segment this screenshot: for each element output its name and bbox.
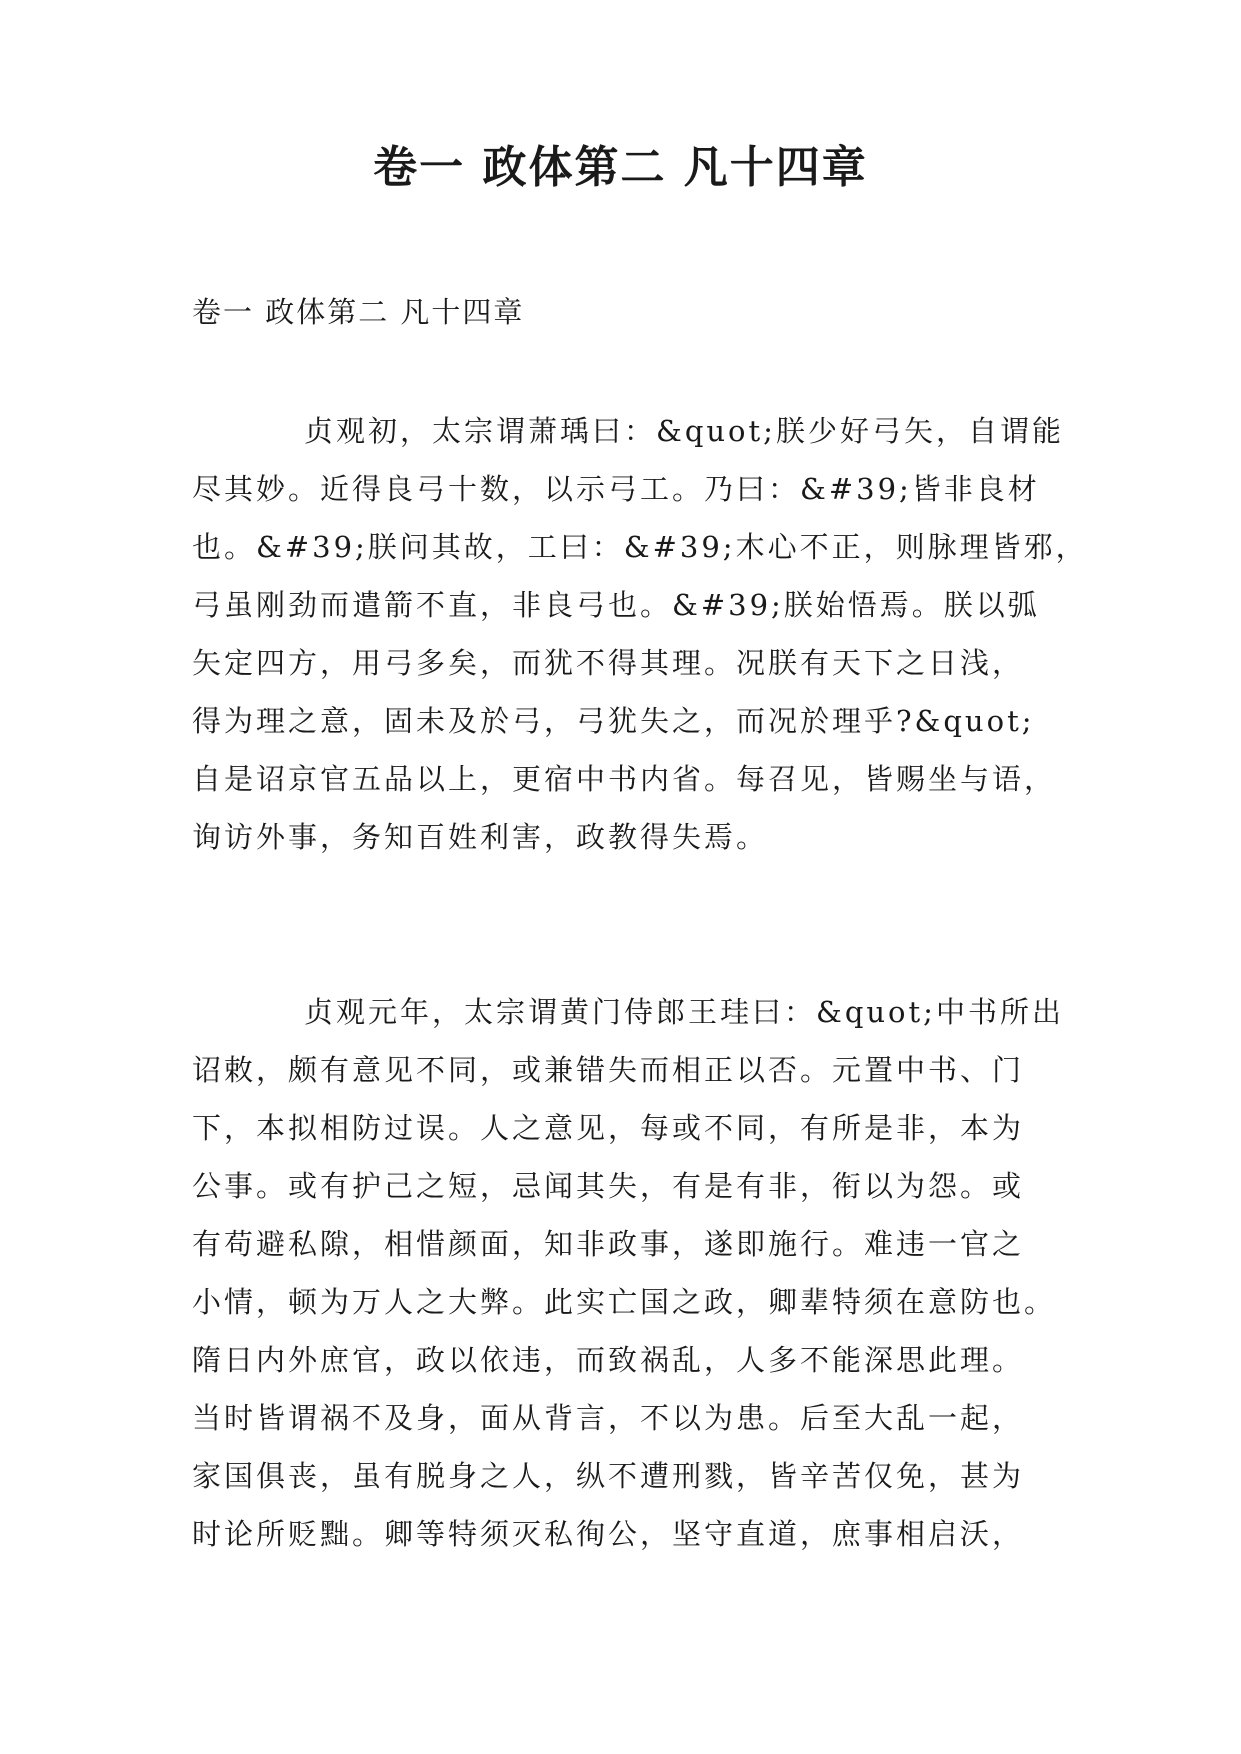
text-line: 自是诏京官五品以上，更宿中书内省。每召见，皆赐坐与语， bbox=[192, 762, 1057, 796]
text-line: 时论所贬黜。卿等特须灭私徇公，坚守直道，庶事相启沃， bbox=[192, 1517, 1025, 1551]
text-line: 公事。或有护己之短，忌闻其失，有是有非，衔以为怨。或 bbox=[192, 1169, 1025, 1203]
text-line: 询访外事，务知百姓利害，政教得失焉。 bbox=[192, 820, 769, 854]
text-line: 当时皆谓祸不及身，面从背言，不以为患。后至大乱一起， bbox=[192, 1401, 1025, 1435]
text-line: 诏敕，颇有意见不同，或兼错失而相正以否。元置中书、门 bbox=[192, 1053, 1025, 1087]
text-line: 隋日内外庶官，政以依违，而致祸乱，人多不能深思此理。 bbox=[192, 1343, 1025, 1377]
text-line: 弓虽刚劲而遣箭不直，非良弓也。&#39;朕始悟焉。朕以弧 bbox=[192, 588, 1040, 622]
paragraph-2 bbox=[192, 983, 1067, 1563]
text-line: 有苟避私隙，相惜颜面，知非政事，遂即施行。难违一官之 bbox=[192, 1227, 1025, 1261]
text-line: 得为理之意，固未及於弓，弓犹失之，而况於理乎?&quot; bbox=[192, 704, 1035, 738]
paragraph-1 bbox=[192, 402, 1088, 866]
text-line: 矢定四方，用弓多矣，而犹不得其理。况朕有天下之日浅， bbox=[192, 646, 1025, 680]
page-title: 卷一 政体第二 凡十四章 bbox=[373, 142, 868, 193]
text-line: 贞观元年，太宗谓黄门侍郎王珪曰：&quot;中书所出 bbox=[304, 995, 1064, 1029]
text-line: 家国俱丧，虽有脱身之人，纵不遭刑戮，皆辛苦仅免，甚为 bbox=[192, 1459, 1025, 1493]
text-line: 下，本拟相防过误。人之意见，每或不同，有所是非，本为 bbox=[192, 1111, 1025, 1145]
text-line: 也。&#39;朕问其故，工曰：&#39;木心不正，则脉理皆邪， bbox=[192, 530, 1088, 564]
text-line: 贞观初，太宗谓萧瑀曰：&quot;朕少好弓矢，自谓能 bbox=[304, 414, 1064, 448]
text-line: 小情，顿为万人之大弊。此实亡国之政，卿辈特须在意防也。 bbox=[192, 1285, 1057, 1319]
text-line: 尽其妙。近得良弓十数，以示弓工。乃曰：&#39;皆非良材 bbox=[192, 472, 1040, 506]
section-subtitle: 卷一 政体第二 凡十四章 bbox=[192, 295, 525, 329]
